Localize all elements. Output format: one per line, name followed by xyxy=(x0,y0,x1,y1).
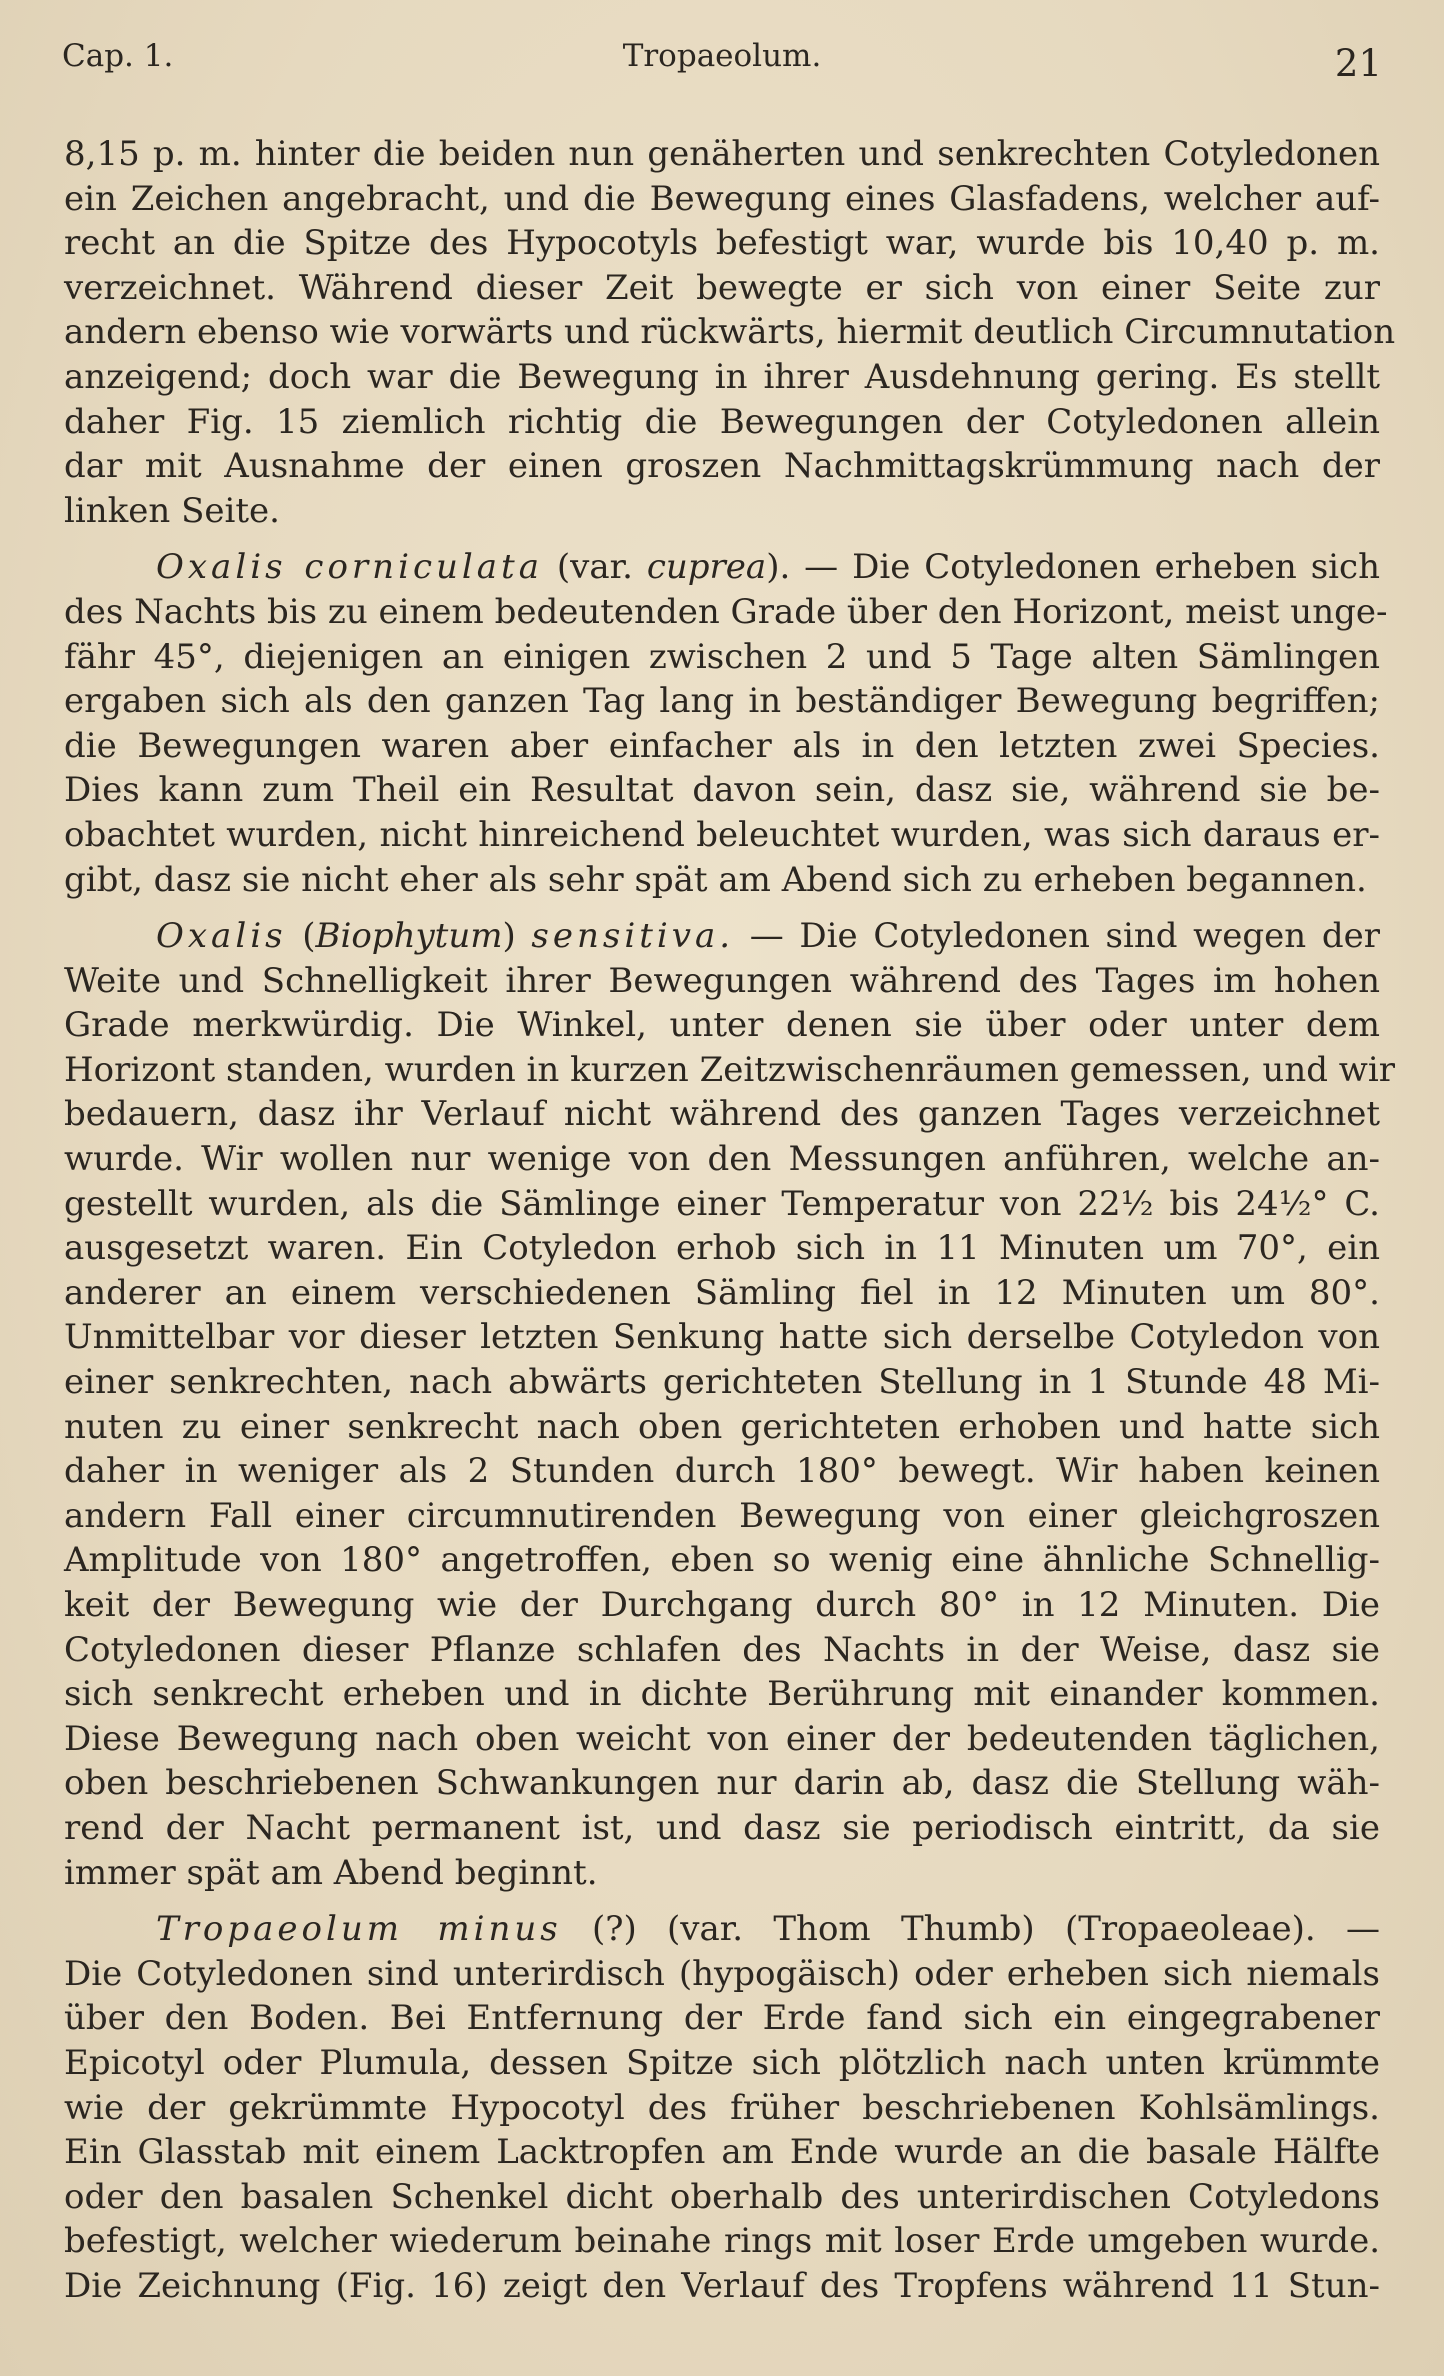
genus-name: Oxalis xyxy=(156,916,287,957)
text-line: daher Fig. 15 ziemlich richtig die Bewegungen der Cotyledonen allein xyxy=(64,401,1380,442)
paragraph-oxalis-sensitiva xyxy=(64,914,1396,1895)
text-line: Ein Glasstab mit einem Lacktropfen am Ende wurde an die basale Hälfte xyxy=(64,2132,1380,2173)
text-line: befestigt, welcher wiederum beinahe rings mit loser Erde umgeben wurde. xyxy=(64,2221,1380,2262)
text-line: Epicotyl oder Plumula, dessen Spitze sich plötzlich nach unten krümmte xyxy=(64,2042,1380,2083)
text-line: Dies kann zum Theil ein Resultat davon sein, dasz sie, während sie be- xyxy=(64,770,1380,811)
text-line: Cotyledonen dieser Pflanze schlafen des Nachts in der Weise, dasz sie xyxy=(64,1629,1380,1670)
text-line: oder den basalen Schenkel dicht oberhalb des unterirdischen Cotyledons xyxy=(64,2176,1380,2217)
paragraph-continuation xyxy=(64,132,1396,533)
text-line: über den Boden. Bei Entfernung der Erde fand sich ein eingegrabener xyxy=(64,1998,1380,2039)
text-line: andern Fall einer circumnutirenden Bewegung von einer gleichgroszen xyxy=(64,1495,1380,1536)
text-line: einer senkrechten, nach abwärts gerichteten Stellung in 1 Stunde 48 Mi- xyxy=(64,1362,1380,1403)
species-name: sensitiva. xyxy=(531,916,735,957)
text-line: Horizont standen, wurden in kurzen Zeitzwischenräumen gemessen, und wir xyxy=(64,1049,1396,1090)
text-line: Oxalis (Biophytum) sensitiva. — Die Cotyledonen sind wegen der xyxy=(156,916,1381,957)
text-line: Amplitude von 180° angetroffen, eben so wenig eine ähnliche Schnellig- xyxy=(64,1540,1380,1581)
text-line: verzeichnet. Während dieser Zeit bewegte er sich von einer Seite zur xyxy=(64,267,1380,308)
text-line: daher in weniger als 2 Stunden durch 180° bewegt. Wir haben keinen xyxy=(64,1451,1380,1492)
text-line: Diese Bewegung nach oben weicht von einer der bedeutenden täglichen, xyxy=(64,1718,1380,1759)
text-line: obachtet wurden, nicht hinreichend beleuchtet wurden, was sich daraus er- xyxy=(64,814,1380,855)
text-line: andern ebenso wie vorwärts und rückwärts, hiermit deutlich Circumnutation xyxy=(64,312,1396,353)
text-line: bedauern, dasz ihr Verlauf nicht während des ganzen Tages verzeichnet xyxy=(64,1094,1380,1135)
text-line: ein Zeichen angebracht, und die Bewegung eines Glasfadens, welcher auf- xyxy=(64,178,1380,219)
text-line: ausgesetzt waren. Ein Cotyledon erhob sich in 11 Minuten um 70°, ein xyxy=(64,1228,1380,1269)
chapter-label: Cap. 1. xyxy=(62,38,174,74)
species-name: Tropaeolum minus xyxy=(156,1909,562,1950)
text-line: rend der Nacht permanent ist, und dasz sie periodisch eintritt, da sie xyxy=(64,1807,1380,1848)
text-line: des Nachts bis zu einem bedeutenden Grade über den Horizont, meist unge- xyxy=(64,591,1388,632)
running-title: Tropaeolum. xyxy=(622,38,822,74)
text-line: wurde. Wir wollen nur wenige von den Messungen anführen, welche an- xyxy=(64,1139,1380,1180)
paragraph-tropaeolum-minus xyxy=(64,1907,1380,2308)
paragraph-oxalis-corniculata xyxy=(64,545,1388,902)
text-line: dar mit Ausnahme der einen groszen Nachmittagskrümmung nach der xyxy=(64,446,1380,487)
text-line: gibt, dasz sie nicht eher als sehr spät am Abend sich zu erheben begannen. xyxy=(64,859,1367,900)
subgenus-name: Biophytum xyxy=(315,916,503,957)
text-line: keit der Bewegung wie der Durchgang durch 80° in 12 Minuten. Die xyxy=(64,1585,1380,1625)
text-line: fähr 45°, diejenigen an einigen zwischen 2 und 5 Tage alten Sämlingen xyxy=(64,636,1380,677)
text-line: Die Cotyledonen sind unterirdisch (hypogäisch) oder erheben sich niemals xyxy=(64,1953,1380,1994)
text-line: Tropaeolum minus (?) (var. Thom Thumb) (Tropaeoleae). — xyxy=(156,1909,1381,1950)
text-line: ergaben sich als den ganzen Tag lang in beständiger Bewegung begriffen; xyxy=(64,681,1380,722)
text-line: nuten zu einer senkrecht nach oben gerichteten erhoben und hatte sich xyxy=(64,1406,1380,1447)
text-line: Die Zeichnung (Fig. 16) zeigt den Verlauf des Tropfens während 11 Stun- xyxy=(64,2265,1380,2306)
text-line: Unmittelbar vor dieser letzten Senkung hatte sich derselbe Cotyledon von xyxy=(64,1317,1380,1358)
text-line: oben beschriebenen Schwankungen nur darin ab, dasz die Stellung wäh- xyxy=(64,1763,1380,1804)
text-line: recht an die Spitze des Hypocotyls befestigt war, wurde bis 10,40 p. m. xyxy=(64,223,1380,264)
page-number: 21 xyxy=(1334,42,1382,85)
text-line: Weite und Schnelligkeit ihrer Bewegungen während des Tages im hohen xyxy=(64,960,1380,1001)
page-body xyxy=(64,132,1396,2309)
text-line: wie der gekrümmte Hypocotyl des früher beschriebenen Kohlsämlings. xyxy=(64,2087,1380,2128)
text-line: gestellt wurden, als die Sämlinge einer Temperatur von 22½ bis 24½° C. xyxy=(64,1183,1380,1224)
text-line: anderer an einem verschiedenen Sämling fiel in 12 Minuten um 80°. xyxy=(64,1272,1380,1313)
running-header xyxy=(62,38,1382,88)
text-line: 8,15 p. m. hinter die beiden nun genäherten und senkrechten Cotyledonen xyxy=(64,134,1380,174)
text-line: Oxalis corniculata (var. cuprea). — Die Cotyledonen erheben sich xyxy=(156,547,1380,588)
text-line: sich senkrecht erheben und in dichte Berührung mit einander kommen. xyxy=(64,1674,1380,1715)
text-line: die Bewegungen waren aber einfacher als in den letzten zwei Species. xyxy=(64,725,1380,766)
text-line: anzeigend; doch war die Bewegung in ihrer Ausdehnung gering. Es stellt xyxy=(64,356,1380,397)
species-name: Oxalis corniculata xyxy=(156,547,543,588)
text-line: immer spät am Abend beginnt. xyxy=(64,1852,598,1893)
text-line: Grade merkwürdig. Die Winkel, unter denen sie über oder unter dem xyxy=(64,1005,1380,1046)
variety-name: cuprea xyxy=(646,547,767,588)
text-line: linken Seite. xyxy=(64,490,280,531)
